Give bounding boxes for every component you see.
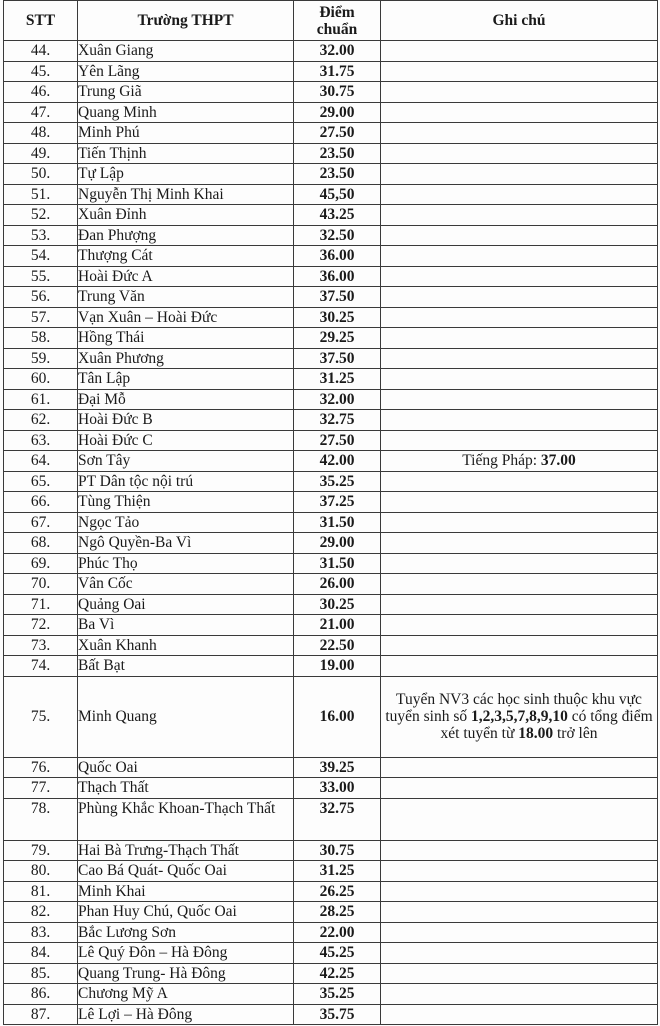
- table-row: [4, 82, 658, 103]
- row-note: [381, 963, 658, 984]
- row-stt: 58.: [4, 328, 78, 349]
- table-row: [4, 369, 658, 390]
- row-cutoff-score: 32.75: [294, 410, 381, 431]
- table-row: [4, 840, 658, 861]
- row-school-name: Xuân Đỉnh: [78, 205, 294, 226]
- row-cutoff-score: 36.00: [294, 266, 381, 287]
- header-stt: STT: [4, 1, 78, 41]
- row-school-name: Lê Lợi – Hà Đông: [78, 1004, 294, 1025]
- table-row: [4, 246, 658, 267]
- row-note: [381, 369, 658, 390]
- row-school-name: Trung Văn: [78, 287, 294, 308]
- row-school-name: Lê Quý Đôn – Hà Đông: [78, 943, 294, 964]
- row-cutoff-score: 27.50: [294, 123, 381, 144]
- header-school: Trường THPT: [78, 1, 294, 41]
- row-stt: 54.: [4, 246, 78, 267]
- row-school-name: Xuân Khanh: [78, 635, 294, 656]
- row-cutoff-score: 33.00: [294, 778, 381, 799]
- table-row: [4, 656, 658, 677]
- table-row: [4, 922, 658, 943]
- table-row: [4, 287, 658, 308]
- table-row: [4, 984, 658, 1005]
- row-school-name: Tùng Thiện: [78, 492, 294, 513]
- row-note: [381, 778, 658, 799]
- row-note: [381, 922, 658, 943]
- row-note: [381, 553, 658, 574]
- row-stt: 47.: [4, 102, 78, 123]
- row-note: [381, 615, 658, 636]
- table-row: [4, 430, 658, 451]
- note-value: 37.00: [540, 452, 576, 470]
- row-school-name: Quảng Oai: [78, 594, 294, 615]
- row-school-name: Quang Trung- Hà Đông: [78, 963, 294, 984]
- row-school-name: Phùng Khắc Khoan-Thạch Thất: [78, 798, 294, 840]
- row-school-name: Hoài Đức A: [78, 266, 294, 287]
- row-stt: 79.: [4, 840, 78, 861]
- table-row: [4, 451, 658, 472]
- row-note: [381, 123, 658, 144]
- table-row: [4, 553, 658, 574]
- row-school-name: Bất Bạt: [78, 656, 294, 677]
- row-note: [381, 984, 658, 1005]
- table-row: [4, 348, 658, 369]
- row-note: [381, 656, 658, 677]
- row-cutoff-score: 35.25: [294, 471, 381, 492]
- row-stt: 55.: [4, 266, 78, 287]
- row-stt: 86.: [4, 984, 78, 1005]
- row-stt: 64.: [4, 451, 78, 472]
- table-row: [4, 471, 658, 492]
- row-cutoff-score: 29.00: [294, 533, 381, 554]
- row-cutoff-score: 23.50: [294, 164, 381, 185]
- row-cutoff-score: 32.75: [294, 798, 381, 840]
- row-cutoff-score: 30.75: [294, 82, 381, 103]
- table-body: [4, 41, 658, 1025]
- row-cutoff-score: 31.75: [294, 61, 381, 82]
- row-school-name: Thượng Cát: [78, 246, 294, 267]
- row-note: [381, 512, 658, 533]
- row-school-name: Minh Quang: [78, 676, 294, 757]
- row-note: [381, 861, 658, 882]
- table-row: [4, 225, 658, 246]
- row-stt: 49.: [4, 143, 78, 164]
- row-cutoff-score: 26.00: [294, 574, 381, 595]
- row-note: [381, 328, 658, 349]
- row-stt: 81.: [4, 881, 78, 902]
- row-cutoff-score: 36.00: [294, 246, 381, 267]
- row-stt: 45.: [4, 61, 78, 82]
- table-row: [4, 963, 658, 984]
- row-note: [381, 348, 658, 369]
- row-cutoff-score: 22.50: [294, 635, 381, 656]
- row-cutoff-score: 39.25: [294, 757, 381, 778]
- row-stt: 44.: [4, 41, 78, 62]
- table-row: [4, 389, 658, 410]
- row-note: [381, 594, 658, 615]
- table-row: [4, 184, 658, 205]
- table-row: [4, 328, 658, 349]
- row-cutoff-score: 22.00: [294, 922, 381, 943]
- row-cutoff-score: 27.50: [294, 430, 381, 451]
- row-cutoff-score: 43.25: [294, 205, 381, 226]
- table-row: [4, 266, 658, 287]
- table-row: [4, 41, 658, 62]
- row-cutoff-score: 23.50: [294, 143, 381, 164]
- row-cutoff-score: 32.00: [294, 389, 381, 410]
- row-stt: 80.: [4, 861, 78, 882]
- row-note: [381, 143, 658, 164]
- row-school-name: Phúc Thọ: [78, 553, 294, 574]
- row-school-name: Quang Minh: [78, 102, 294, 123]
- row-note: [381, 82, 658, 103]
- table-row: [4, 307, 658, 328]
- row-note: [381, 307, 658, 328]
- row-stt: 51.: [4, 184, 78, 205]
- row-note: [381, 41, 658, 62]
- table-row: [4, 635, 658, 656]
- table-row: [4, 512, 658, 533]
- row-cutoff-score: 28.25: [294, 902, 381, 923]
- row-cutoff-score: 31.25: [294, 369, 381, 390]
- row-cutoff-score: 37.50: [294, 287, 381, 308]
- table-row: [4, 492, 658, 513]
- row-note: [381, 471, 658, 492]
- table-header-row: [4, 1, 658, 41]
- table-row: [4, 1004, 658, 1025]
- row-school-name: Tự Lập: [78, 164, 294, 185]
- row-school-name: Vạn Xuân – Hoài Đức: [78, 307, 294, 328]
- row-cutoff-score: 30.75: [294, 840, 381, 861]
- row-note: [381, 635, 658, 656]
- admission-scores-table: [3, 0, 658, 1025]
- row-cutoff-score: 31.50: [294, 553, 381, 574]
- row-stt: 76.: [4, 757, 78, 778]
- row-stt: 61.: [4, 389, 78, 410]
- row-cutoff-score: 32.50: [294, 225, 381, 246]
- row-note: [381, 389, 658, 410]
- note-label: Tiếng Pháp:: [462, 452, 541, 470]
- row-school-name: Tân Lập: [78, 369, 294, 390]
- row-stt: 74.: [4, 656, 78, 677]
- row-cutoff-score: 32.00: [294, 41, 381, 62]
- row-note: [381, 533, 658, 554]
- row-school-name: Xuân Phương: [78, 348, 294, 369]
- row-cutoff-score: 42.00: [294, 451, 381, 472]
- row-cutoff-score: 35.25: [294, 984, 381, 1005]
- row-stt: 85.: [4, 963, 78, 984]
- row-cutoff-score: 30.25: [294, 594, 381, 615]
- row-stt: 83.: [4, 922, 78, 943]
- note-emphasis: 18.00: [518, 725, 554, 742]
- row-cutoff-score: 21.00: [294, 615, 381, 636]
- table-row: [4, 61, 658, 82]
- row-note: [381, 881, 658, 902]
- row-cutoff-score: 35.75: [294, 1004, 381, 1025]
- row-note: [381, 225, 658, 246]
- row-note: [381, 287, 658, 308]
- table-row: [4, 143, 658, 164]
- table-row: [4, 861, 658, 882]
- header-score: [294, 1, 381, 41]
- row-stt: 53.: [4, 225, 78, 246]
- row-school-name: Quốc Oai: [78, 757, 294, 778]
- row-school-name: Hồng Thái: [78, 328, 294, 349]
- row-cutoff-score: 19.00: [294, 656, 381, 677]
- row-school-name: Minh Phú: [78, 123, 294, 144]
- table-row: [4, 778, 658, 799]
- row-note: [381, 492, 658, 513]
- row-school-name: Xuân Giang: [78, 41, 294, 62]
- row-school-name: Nguyễn Thị Minh Khai: [78, 184, 294, 205]
- row-stt: 73.: [4, 635, 78, 656]
- row-school-name: Đại Mỗ: [78, 389, 294, 410]
- table-row: [4, 164, 658, 185]
- row-note: [381, 1004, 658, 1025]
- row-stt: 50.: [4, 164, 78, 185]
- row-note: [381, 410, 658, 431]
- row-stt: 56.: [4, 287, 78, 308]
- row-school-name: Vân Cốc: [78, 574, 294, 595]
- row-cutoff-score: 16.00: [294, 676, 381, 757]
- note-text: Tuyển NV3 các học sinh thuộc khu vực tuyển sinh số: [385, 691, 642, 725]
- row-stt: 77.: [4, 778, 78, 799]
- row-cutoff-score: 45,50: [294, 184, 381, 205]
- row-school-name: Hoài Đức B: [78, 410, 294, 431]
- note-emphasis: 1,2,3,5,7,8,9,10: [471, 708, 568, 725]
- table-row: [4, 902, 658, 923]
- row-note: [381, 676, 658, 757]
- row-note: [381, 246, 658, 267]
- note-text: trở lên: [553, 725, 598, 742]
- row-school-name: Minh Khai: [78, 881, 294, 902]
- row-note: [381, 164, 658, 185]
- header-note: Ghi chú: [381, 1, 658, 41]
- row-note: [381, 451, 658, 472]
- row-school-name: Phan Huy Chú, Quốc Oai: [78, 902, 294, 923]
- row-stt: 52.: [4, 205, 78, 226]
- row-stt: 68.: [4, 533, 78, 554]
- table-row: [4, 533, 658, 554]
- table-row: [4, 943, 658, 964]
- row-school-name: Bắc Lương Sơn: [78, 922, 294, 943]
- row-school-name: Cao Bá Quát- Quốc Oai: [78, 861, 294, 882]
- row-cutoff-score: 30.25: [294, 307, 381, 328]
- note-text: có tổng điểm xét tuyển từ: [440, 708, 653, 742]
- row-note: [381, 266, 658, 287]
- row-stt: 65.: [4, 471, 78, 492]
- table-row: [4, 594, 658, 615]
- row-note: [381, 840, 658, 861]
- row-school-name: Sơn Tây: [78, 451, 294, 472]
- row-stt: 48.: [4, 123, 78, 144]
- row-stt: 66.: [4, 492, 78, 513]
- row-stt: 70.: [4, 574, 78, 595]
- table-row: [4, 102, 658, 123]
- row-note: [381, 757, 658, 778]
- row-stt: 71.: [4, 594, 78, 615]
- row-cutoff-score: 45.25: [294, 943, 381, 964]
- row-note: [381, 798, 658, 840]
- row-school-name: Yên Lãng: [78, 61, 294, 82]
- row-school-name: Trung Giã: [78, 82, 294, 103]
- row-note: [381, 574, 658, 595]
- row-cutoff-score: 37.25: [294, 492, 381, 513]
- header-score-line1: Điểm: [319, 3, 355, 21]
- table-row: [4, 798, 658, 840]
- row-school-name: Thạch Thất: [78, 778, 294, 799]
- row-stt: 87.: [4, 1004, 78, 1025]
- row-stt: 72.: [4, 615, 78, 636]
- table-row: [4, 615, 658, 636]
- row-school-name: PT Dân tộc nội trú: [78, 471, 294, 492]
- row-stt: 78.: [4, 798, 78, 840]
- table-row: [4, 410, 658, 431]
- row-school-name: Ngô Quyền-Ba Vì: [78, 533, 294, 554]
- row-stt: 84.: [4, 943, 78, 964]
- row-school-name: Hai Bà Trưng-Thạch Thất: [78, 840, 294, 861]
- row-stt: 75.: [4, 676, 78, 757]
- row-stt: 59.: [4, 348, 78, 369]
- row-cutoff-score: 29.00: [294, 102, 381, 123]
- row-stt: 69.: [4, 553, 78, 574]
- row-stt: 57.: [4, 307, 78, 328]
- row-school-name: Đan Phượng: [78, 225, 294, 246]
- row-school-name: Ngọc Tảo: [78, 512, 294, 533]
- header-score-line2: chuẩn: [316, 20, 358, 38]
- row-school-name: Hoài Đức C: [78, 430, 294, 451]
- table-row: [4, 574, 658, 595]
- row-stt: 63.: [4, 430, 78, 451]
- row-note: [381, 184, 658, 205]
- row-stt: 82.: [4, 902, 78, 923]
- table-row: [4, 881, 658, 902]
- row-cutoff-score: 31.50: [294, 512, 381, 533]
- row-stt: 60.: [4, 369, 78, 390]
- row-note: [381, 430, 658, 451]
- row-note: [381, 205, 658, 226]
- table-row: [4, 757, 658, 778]
- row-school-name: Ba Vì: [78, 615, 294, 636]
- row-cutoff-score: 31.25: [294, 861, 381, 882]
- row-note: [381, 102, 658, 123]
- row-stt: 62.: [4, 410, 78, 431]
- row-note: [381, 943, 658, 964]
- row-stt: 67.: [4, 512, 78, 533]
- row-note: [381, 902, 658, 923]
- row-school-name: Tiến Thịnh: [78, 143, 294, 164]
- table-row: [4, 123, 658, 144]
- row-note: [381, 61, 658, 82]
- row-cutoff-score: 42.25: [294, 963, 381, 984]
- row-school-name: Chương Mỹ A: [78, 984, 294, 1005]
- table-row: [4, 676, 658, 757]
- row-cutoff-score: 26.25: [294, 881, 381, 902]
- row-stt: 46.: [4, 82, 78, 103]
- row-cutoff-score: 37.50: [294, 348, 381, 369]
- table-row: [4, 205, 658, 226]
- row-cutoff-score: 29.25: [294, 328, 381, 349]
